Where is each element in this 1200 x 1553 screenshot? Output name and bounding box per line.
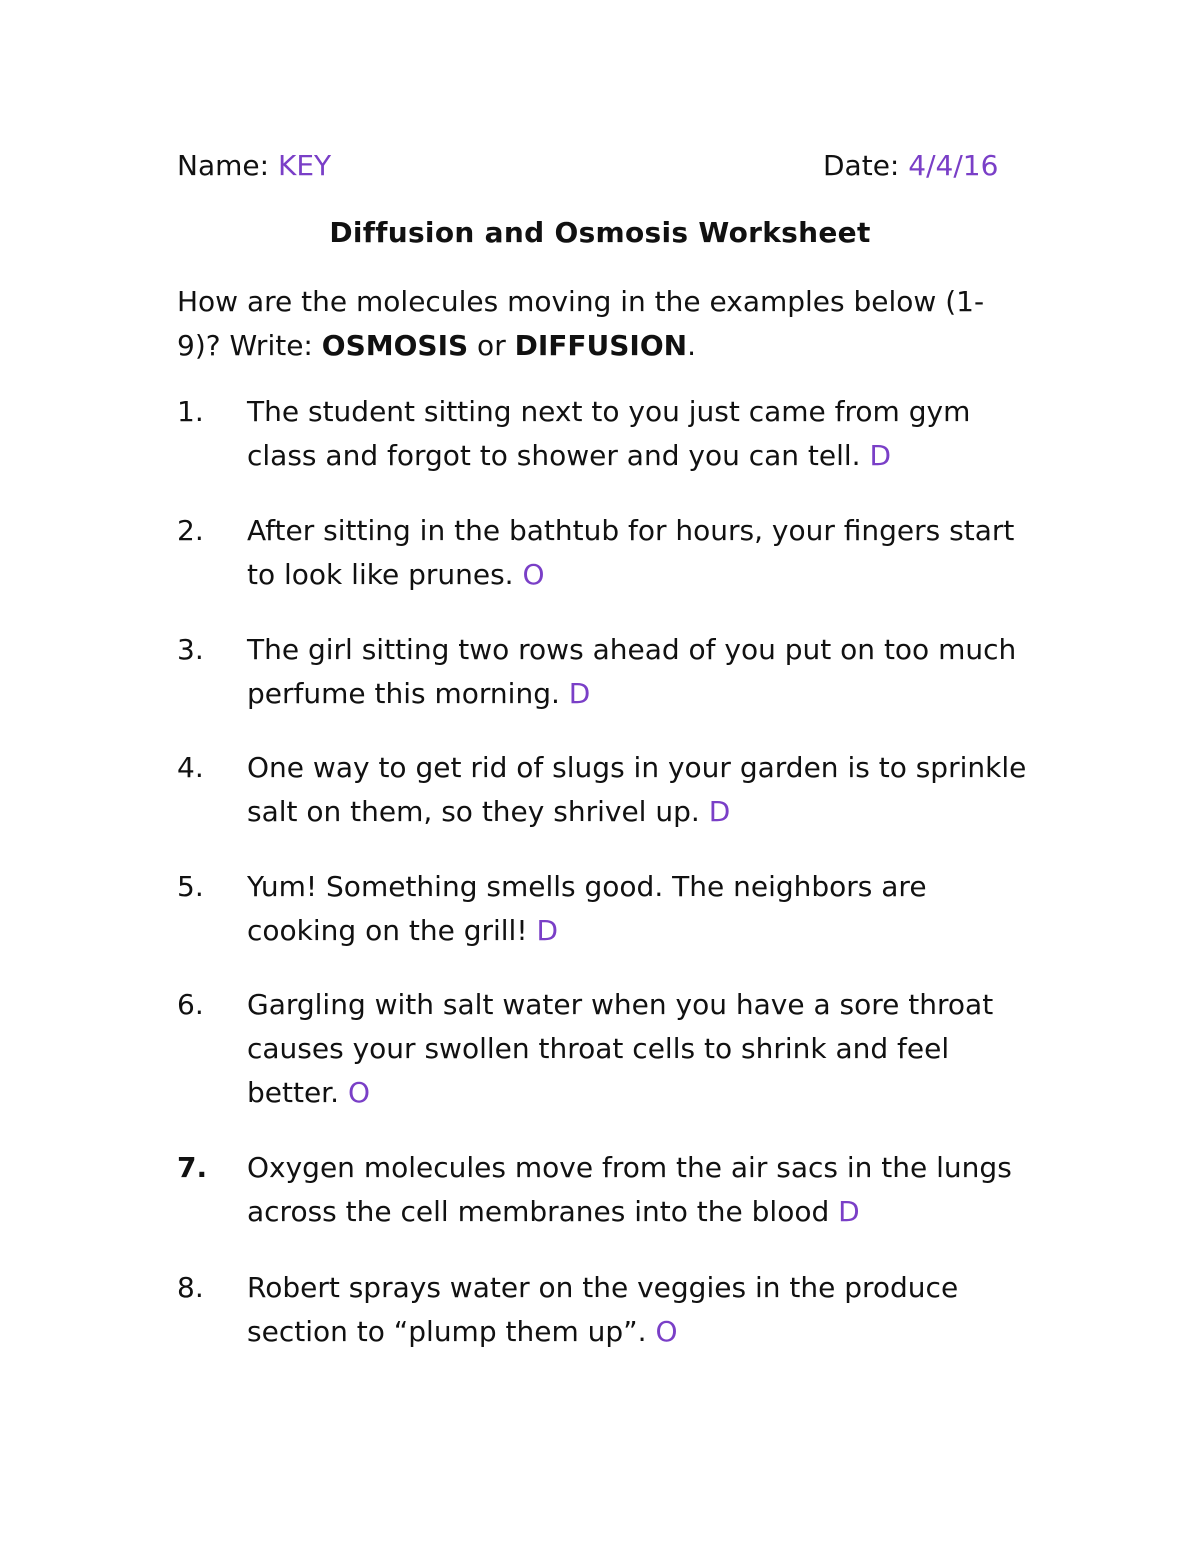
question-item — [177, 628, 1027, 716]
question-answer: O — [347, 1076, 370, 1109]
instructions — [177, 280, 1017, 368]
question-item — [177, 390, 1027, 478]
date-field — [823, 146, 998, 186]
question-text: After sitting in the bathtub for hours, your fingers start to look like prunes. — [247, 514, 1015, 591]
question-number: 2. — [177, 514, 204, 547]
question-number: 3. — [177, 633, 204, 666]
question-item — [177, 509, 1027, 597]
instructions-text: How are the molecules moving in the examples below (1-9)? Write: — [177, 285, 985, 362]
question-answer: O — [655, 1315, 678, 1348]
question-number: 5. — [177, 870, 204, 903]
date-value: 4/4/16 — [908, 149, 999, 182]
name-value: KEY — [277, 149, 332, 182]
question-answer: O — [522, 558, 545, 591]
question-number: 4. — [177, 751, 204, 784]
option-osmosis: OSMOSIS — [321, 329, 469, 362]
question-item — [177, 1146, 1027, 1234]
question-number: 7. — [177, 1151, 208, 1184]
question-answer: D — [568, 677, 591, 710]
question-item — [177, 865, 1027, 953]
question-text: Oxygen molecules move from the air sacs in the lungs across the cell membranes into the blood — [247, 1151, 1012, 1228]
question-item — [177, 1266, 1027, 1354]
option-diffusion: DIFFUSION — [514, 329, 688, 362]
question-text: Robert sprays water on the veggies in the produce section to “plump them up”. — [247, 1271, 959, 1348]
question-answer: D — [869, 439, 892, 472]
instructions-connector: or — [468, 329, 515, 362]
question-number: 1. — [177, 395, 204, 428]
instructions-end: . — [687, 329, 696, 362]
question-text: The student sitting next to you just came from gym class and forgot to shower and you can tell. — [247, 395, 971, 472]
question-answer: D — [536, 914, 559, 947]
question-item — [177, 983, 1027, 1115]
question-answer: D — [838, 1195, 860, 1228]
question-answer: D — [708, 795, 731, 828]
name-field — [177, 146, 331, 186]
name-label: Name: — [177, 149, 270, 182]
worksheet-title: Diffusion and Osmosis Worksheet — [329, 216, 871, 249]
question-number: 8. — [177, 1271, 204, 1304]
question-item — [177, 746, 1027, 834]
question-text: The girl sitting two rows ahead of you put on too much perfume this morning. — [247, 633, 1017, 710]
question-number: 6. — [177, 988, 204, 1021]
question-text: Yum! Something smells good. The neighbors are cooking on the grill! — [247, 870, 927, 947]
question-text: Gargling with salt water when you have a sore throat causes your swollen throat cells to shrink and feel better. — [247, 988, 994, 1109]
date-label: Date: — [823, 149, 900, 182]
question-text: One way to get rid of slugs in your garden is to sprinkle salt on them, so they shrivel up. — [247, 751, 1027, 828]
